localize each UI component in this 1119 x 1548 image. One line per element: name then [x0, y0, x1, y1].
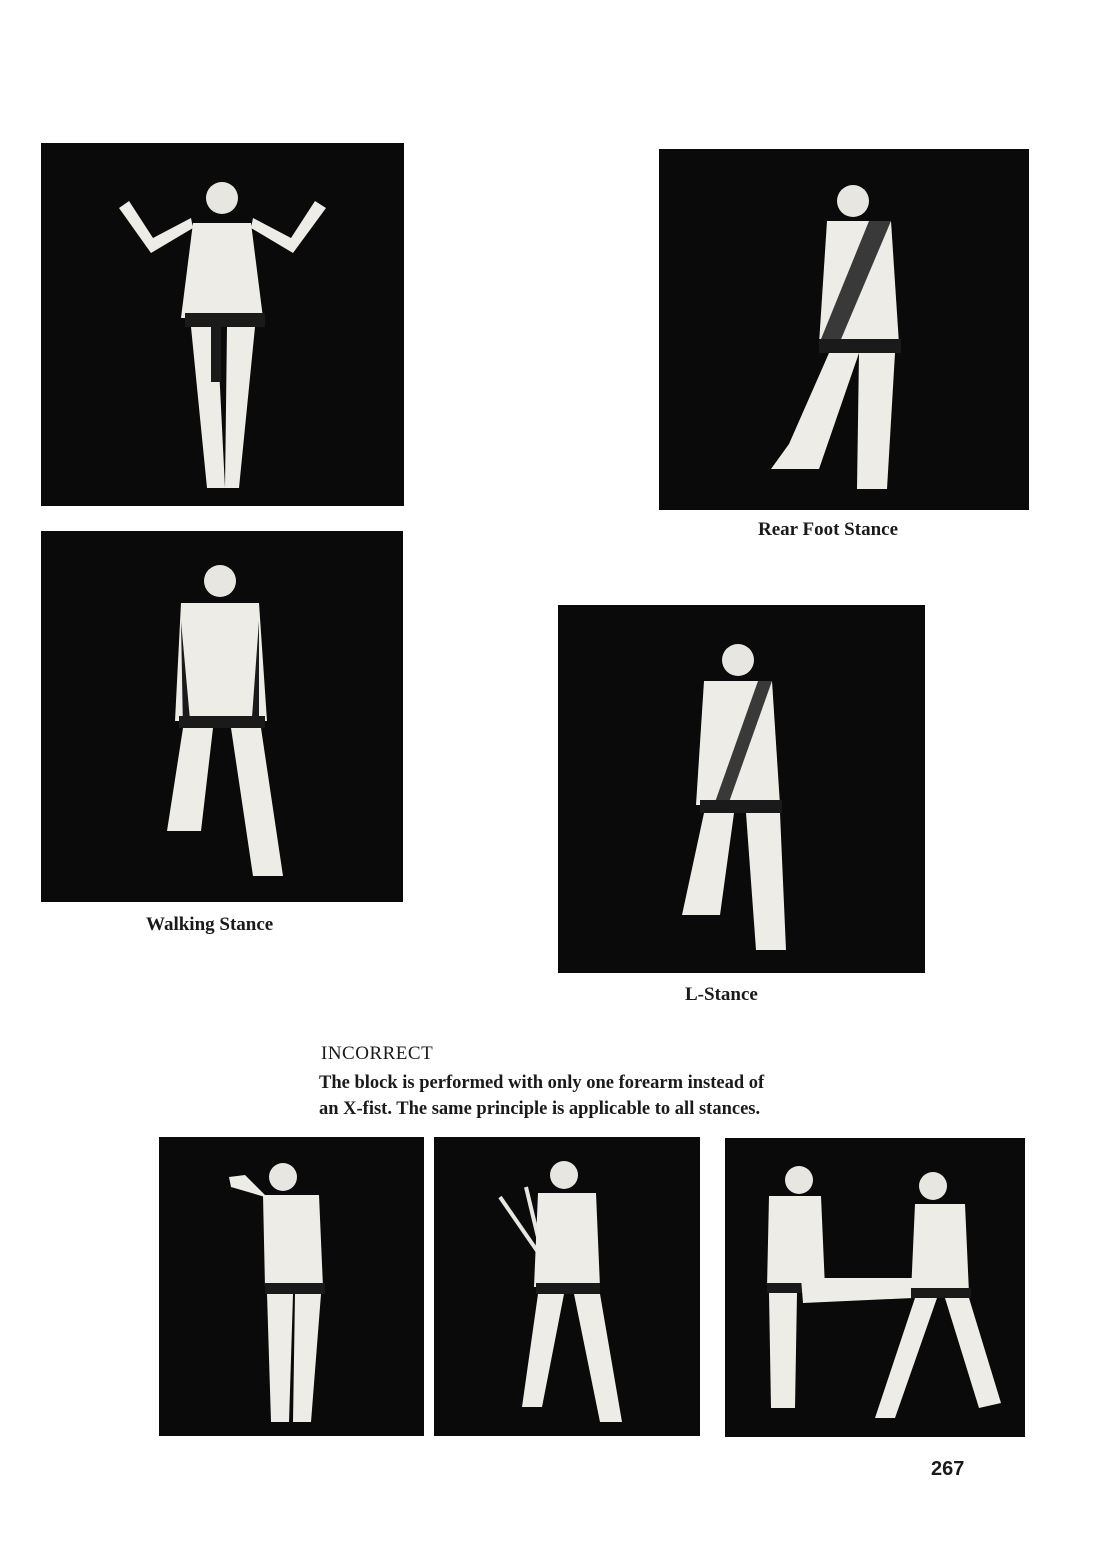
figure-walking-stance	[41, 531, 403, 902]
photo-walking-stance	[41, 531, 403, 902]
photo-staff-block	[434, 1137, 700, 1436]
page-number: 267	[931, 1458, 965, 1480]
incorrect-heading: INCORRECT	[321, 1043, 434, 1064]
photo-front-stance-arms-raised	[41, 143, 404, 506]
figure-staff-block	[434, 1137, 700, 1436]
photo-incorrect-block	[159, 1137, 424, 1436]
incorrect-description	[319, 1070, 879, 1122]
caption-walking-stance: Walking Stance	[146, 914, 274, 935]
figure-arms-raised	[41, 143, 404, 506]
caption-l-stance: L-Stance	[685, 984, 758, 1005]
caption-rear-foot-stance: Rear Foot Stance	[758, 519, 899, 540]
figure-partner-kick	[725, 1138, 1025, 1437]
figure-incorrect-block	[159, 1137, 424, 1436]
figure-l-stance	[558, 605, 925, 973]
incorrect-line-2: an X-fist. The same principle is applicable to all stances.	[319, 1099, 761, 1119]
photo-rear-foot-stance	[659, 149, 1029, 510]
photo-partner-kick	[725, 1138, 1025, 1437]
incorrect-line-1: The block is performed with only one forearm instead of	[319, 1073, 765, 1093]
figure-rear-foot-stance	[659, 149, 1029, 510]
photo-l-stance	[558, 605, 925, 973]
